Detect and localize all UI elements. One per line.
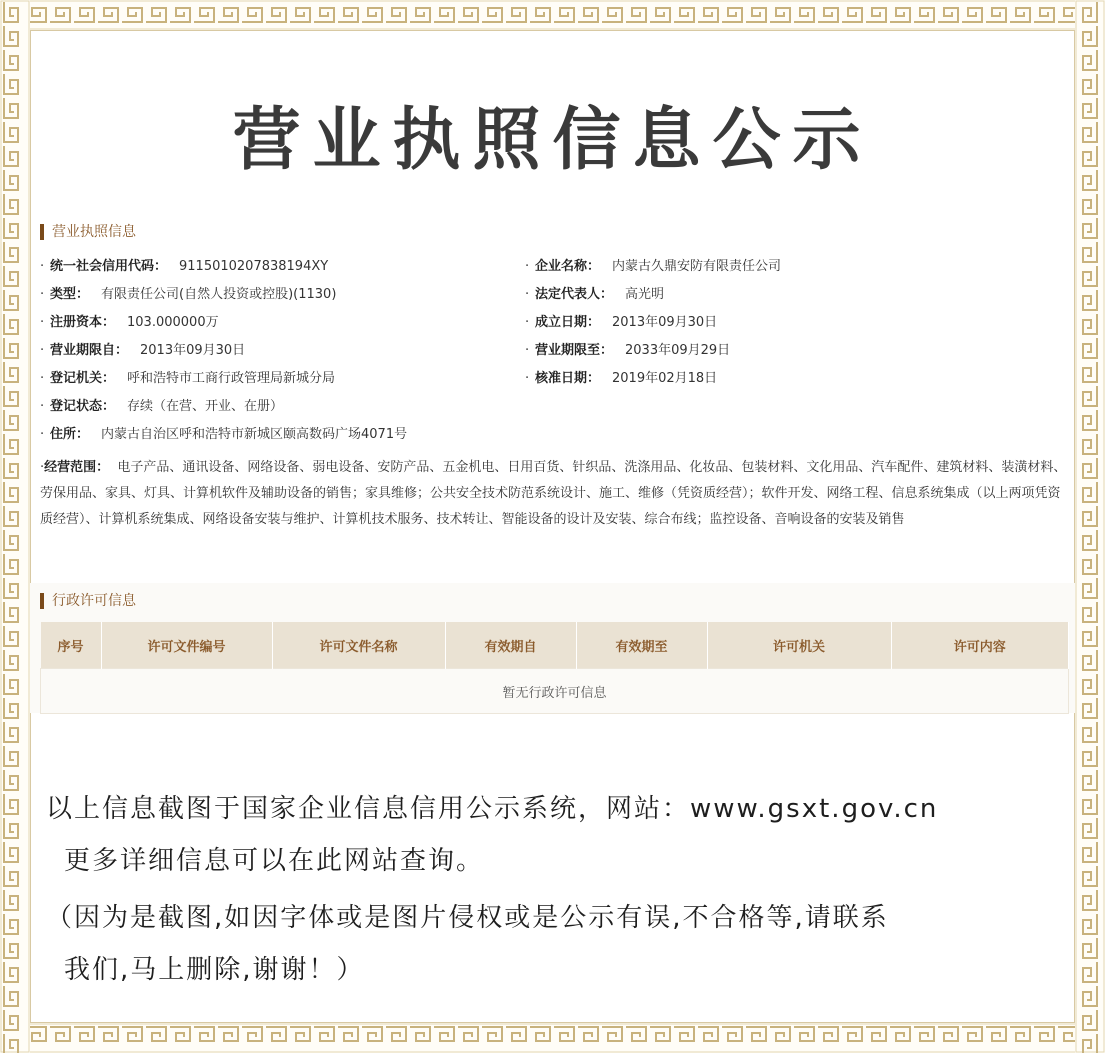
column-header: 许可文件名称 [272, 622, 445, 669]
notice-line: 更多详细信息可以在此网站查询。 [64, 846, 485, 876]
inner-rule-bottom [30, 1022, 1075, 1023]
field-term-from: · 营业期限自： 2013年09月30日 [40, 343, 246, 358]
table-header-row [41, 622, 1069, 669]
field-company-name: · 企业名称： 内蒙古久鼎安防有限责任公司 [525, 259, 782, 274]
field-value: 2013年09月30日 [140, 343, 246, 358]
column-header: 许可文件编号 [101, 622, 272, 669]
decorative-border-top [0, 0, 1105, 30]
field-value: 2013年09月30日 [612, 315, 718, 330]
field-value: 呼和浩特市工商行政管理局新城分局 [127, 371, 336, 386]
license-section-heading: 营业执照信息 [40, 224, 136, 240]
column-header: 有效期自 [445, 622, 576, 669]
field-label: 统一社会信用代码： [50, 259, 168, 274]
field-type: · 类型： 有限责任公司(自然人投资或控股)(1130) [40, 287, 337, 302]
field-approval-date: · 核准日期： 2019年02月18日 [525, 371, 718, 386]
permit-section-heading: 行政许可信息 [40, 593, 136, 609]
field-value: 103.000000万 [127, 315, 219, 330]
field-value: 9115010207838194XY [179, 259, 329, 274]
field-label: 核准日期： [535, 371, 601, 386]
notice-line: 我们,马上删除,谢谢！） [64, 955, 365, 985]
inner-rule-top [30, 30, 1075, 31]
field-value: 内蒙古自治区呼和浩特市新城区颐高数码广场4071号 [101, 427, 408, 442]
field-label: 登记状态： [50, 399, 116, 414]
field-value: 高光明 [625, 287, 665, 302]
field-value: 2019年02月18日 [612, 371, 718, 386]
empty-table-message: 暂无行政许可信息 [41, 669, 1069, 714]
column-header: 许可机关 [707, 622, 891, 669]
business-scope-text: 电子产品、通讯设备、网络设备、弱电设备、安防产品、五金机电、日用百货、针织品、洗涤用品、化妆品、包装材料、文化用品、汽车配件、建筑材料、装潢材料、劳保用品、家具、灯具、计算机软件及辅助设备的销售；家具维修；公共安全技术防范系统设计、施工、维修（凭资质经营）；软件开发、网络工程、信息系统集成（以上两项凭资质经营）、计算机系统集成、网络设备安装与维护、计算机技术服务、技术转让、智能设备的设计及安装、综合布线；监控设备、音响设备的安装及销售 [40, 460, 1067, 527]
field-registration-status: · 登记状态： 存续（在营、开业、在册） [40, 399, 284, 414]
field-registration-authority: · 登记机关： 呼和浩特市工商行政管理局新城分局 [40, 371, 336, 386]
column-header: 序号 [41, 622, 102, 669]
field-value: 内蒙古久鼎安防有限责任公司 [612, 259, 782, 274]
field-label: 法定代表人： [535, 287, 614, 302]
field-label: 类型： [50, 287, 90, 302]
table-row [41, 669, 1069, 714]
page-title: 营业执照信息公示 [232, 101, 873, 180]
notice-line: （因为是截图,如因字体或是图片侵权或是公示有误,不合格等,请联系 [46, 903, 889, 933]
permit-table [40, 622, 1069, 714]
field-credit-code: · 统一社会信用代码： 9115010207838194XY [40, 259, 329, 274]
field-value: 存续（在营、开业、在册） [127, 399, 284, 414]
field-label: 注册资本： [50, 315, 116, 330]
field-term-to: · 营业期限至： 2033年09月29日 [525, 343, 731, 358]
field-value: 2033年09月29日 [625, 343, 731, 358]
field-value: 有限责任公司(自然人投资或控股)(1130) [101, 287, 337, 302]
field-label: 成立日期： [535, 315, 601, 330]
decorative-border-bottom [0, 1023, 1105, 1053]
field-label: 登记机关： [50, 371, 116, 386]
field-label: 营业期限自： [50, 343, 129, 358]
field-label: 经营范围： [44, 460, 110, 475]
field-address: · 住所： 内蒙古自治区呼和浩特市新城区颐高数码广场4071号 [40, 427, 408, 442]
field-label: 住所： [50, 427, 90, 442]
notice-line: 以上信息截图于国家企业信息信用公示系统，网站：www.gsxt.gov.cn [46, 794, 939, 824]
business-scope: ·经营范围： 电子产品、通讯设备、网络设备、弱电设备、安防产品、五金机电、日用百货、针织品、洗涤用品、化妆品、包装材料、文化用品、汽车配件、建筑材料、装潢材料、劳保用品、家具、灯具、计算机软件及辅助设备的销售；家具维修；公共安全技术防范系统设计、施工、维修（凭资质经营）；软件开发、网络工程、信息系统集成（以上两项凭资质经营）、计算机系统集成、网络设备安装与维护、计算机技术服务、技术转让、智能设备的设计及安装、综合布线；监控设备、音响设备的安装及销售 [40, 460, 1067, 527]
column-header: 有效期至 [576, 622, 707, 669]
field-legal-rep: · 法定代表人： 高光明 [525, 287, 665, 302]
field-label: 营业期限至： [535, 343, 614, 358]
field-label: 企业名称： [535, 259, 601, 274]
field-established-date: · 成立日期： 2013年09月30日 [525, 315, 718, 330]
column-header: 许可内容 [891, 622, 1069, 669]
field-registered-capital: · 注册资本： 103.000000万 [40, 315, 219, 330]
